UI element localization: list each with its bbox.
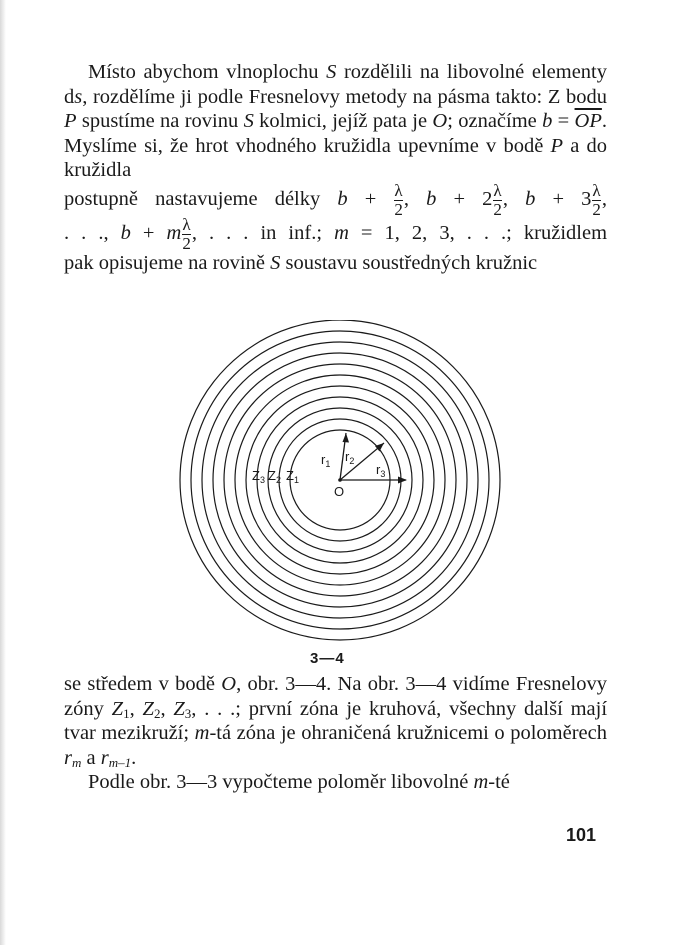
text: a do kružidla — [64, 134, 607, 181]
paragraph-1 — [64, 60, 607, 183]
label-sub: 2 — [349, 456, 355, 466]
subscript: 3 — [184, 705, 192, 721]
math-var: m — [194, 722, 210, 744]
text: . Myslíme si, že hrot vhodného kružidla upevníme v bodě — [64, 110, 607, 157]
label-text: Z — [268, 468, 276, 483]
text: + — [130, 221, 167, 244]
text: a — [81, 746, 101, 769]
text: , — [502, 187, 526, 210]
text: Místo abychom vlnoplochu — [88, 61, 327, 83]
label-Z2 — [268, 468, 281, 485]
text: soustavu soustředných kružnic — [280, 251, 538, 274]
frac-num: λ — [592, 180, 601, 200]
frac-den: 2 — [394, 199, 403, 219]
text: = 1, 2, 3, . . .; kružidlem — [348, 221, 608, 244]
text: , — [129, 697, 143, 720]
math-var: Z — [173, 697, 185, 720]
text: -té — [488, 771, 510, 793]
label-r2 — [345, 449, 354, 466]
math-var: b — [337, 187, 348, 210]
figure-caption: 3—4 — [310, 650, 345, 667]
equation-line-2 — [64, 214, 608, 253]
text-paragraph-1 — [64, 60, 607, 275]
label-text: r — [376, 462, 381, 477]
math-var: Z — [111, 697, 124, 720]
text: ; označíme — [447, 110, 543, 132]
text: postupně nastavujeme délky — [64, 187, 338, 210]
frac-num: λ — [182, 214, 191, 234]
label-Z1 — [286, 468, 299, 485]
text: spustíme na rovinu — [76, 110, 244, 132]
math-var: S — [243, 110, 254, 132]
math-var: O — [432, 110, 448, 132]
subscript: m — [71, 754, 82, 770]
math-var: b — [542, 110, 553, 132]
math-var: r — [100, 746, 109, 769]
label-sub: 3 — [259, 475, 265, 485]
label-r1 — [321, 452, 330, 469]
label-sub: 1 — [293, 475, 299, 485]
page-number: 101 — [566, 825, 597, 845]
label-text: r — [321, 452, 326, 467]
math-var: S — [326, 61, 337, 83]
subscript: 2 — [153, 705, 161, 721]
math-var-overline: $\overline{OP}$ — [574, 110, 602, 132]
text: kolmici, jejíž pata je — [253, 110, 433, 132]
label-sub: 1 — [325, 459, 331, 469]
text: + 3 — [535, 187, 592, 210]
scan-edge — [0, 0, 6, 945]
label-text: Z — [286, 468, 294, 483]
figure-fresnel-zones — [170, 320, 510, 660]
text: + — [347, 187, 394, 210]
label-sub: 2 — [275, 475, 281, 485]
label-r3 — [376, 462, 385, 479]
math-var: b — [426, 187, 437, 210]
label-Z3 — [252, 468, 265, 485]
text: Podle obr. 3—3 vypočteme poloměr libovolné — [88, 771, 474, 793]
paragraph-3 — [64, 770, 607, 795]
frac-num: λ — [394, 180, 403, 200]
math-var: P — [64, 110, 77, 132]
fraction-lambda-half — [592, 180, 601, 219]
text: . . ., — [64, 221, 121, 244]
text: se středem v bodě — [64, 673, 222, 695]
paragraph-2 — [64, 672, 607, 770]
text: rozdělili na libovolné elementy d — [64, 61, 607, 108]
arrowhead-r3 — [398, 477, 407, 484]
math-var: Z — [142, 697, 154, 720]
equation-line-1 — [64, 180, 608, 219]
fraction-lambda-half — [394, 180, 403, 219]
text: , — [601, 187, 608, 210]
math-var: b — [525, 187, 536, 210]
label-O: O — [334, 484, 345, 499]
text: -tá zóna je ohraničená kružnicemi o poloměrech — [209, 722, 607, 744]
text-paragraph-2 — [64, 672, 607, 795]
math-var: b — [120, 221, 131, 244]
label-text: Z — [252, 468, 260, 483]
label-sub: 3 — [380, 469, 386, 479]
arrowhead-r1 — [343, 433, 350, 443]
fresnel-zones-diagram — [170, 320, 510, 660]
math-var: s — [74, 85, 83, 108]
paragraph-1-end — [64, 251, 607, 276]
text: , — [160, 697, 174, 720]
text: = — [552, 110, 575, 132]
math-var: P — [550, 134, 564, 157]
text: , — [403, 187, 427, 210]
label-text: r — [345, 449, 350, 464]
frac-den: 2 — [493, 199, 502, 219]
math-var: m — [334, 221, 349, 244]
frac-den: 2 — [592, 199, 601, 219]
text: , obr. 3—4. Na obr. 3—4 vidíme Fresnelovy zóny — [64, 673, 607, 720]
fraction-lambda-half — [182, 214, 191, 253]
text: , rozdělíme ji podle Fresnelovy metody na pásma takto: Z bodu — [82, 85, 607, 108]
subscript: 1 — [123, 705, 130, 721]
text: . — [131, 746, 137, 769]
text: pak opisujeme na rovině — [64, 251, 271, 274]
fraction-lambda-half — [493, 180, 502, 219]
math-var: S — [270, 251, 281, 274]
math-var: O — [221, 673, 237, 695]
frac-den: 2 — [182, 233, 191, 253]
math-var: m — [166, 221, 182, 244]
text: , . . .; první zóna je kruhová, všechny další mají tvar mezikruží; — [64, 697, 608, 744]
frac-num: λ — [493, 180, 502, 200]
math-var: m — [473, 771, 489, 793]
math-var: r — [64, 746, 72, 769]
text: + 2 — [436, 187, 493, 210]
subscript: m–1 — [108, 754, 132, 770]
text: , . . . in inf.; — [191, 221, 335, 244]
